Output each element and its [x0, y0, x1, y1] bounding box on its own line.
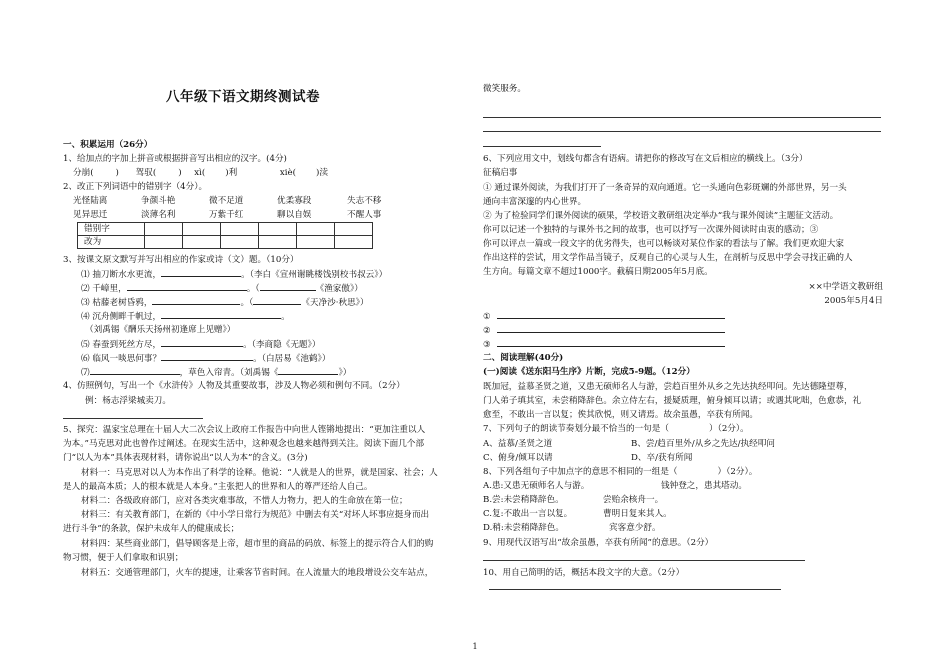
q8-option-d-pair: 宾客意少舒。 — [609, 523, 661, 533]
notice-signer: ××中学语文教研组 — [808, 282, 883, 292]
material-1-line-2: 是人的最高本质；人的根本就是人本身。”主张把人的世界和人的尊严还给人自己。 — [63, 482, 373, 492]
recite-6: ⑹ 临风一啖思何事？ 。（白居易《池鹤》） — [81, 351, 330, 366]
q7-option-d: D、卒/获有所闻 — [631, 453, 693, 463]
notice-line: ① 通过课外阅读，为我们打开了一条奇异的双向通道。它一头通向色彩斑斓的外部世界，另一头 — [483, 183, 847, 193]
question-4-example: 例：杨志浮梁城卖刀。 — [85, 396, 171, 406]
material-1-line-1: 材料一：马克思对以人为本作出了科学的诠释。他说：“人就是人的世界，就是国家、社会；人 — [81, 468, 438, 478]
q7-option-b: B、尝/趋百里外/从乡之先达/执经叩问 — [631, 439, 775, 449]
material-5: 材料五：交通管理部门，火车的提速，让乘客节省时间。在人流量大的地段增设公交车站点， — [81, 568, 434, 578]
notice-line: 作出这样的尝试，用文学作品当镜子，反观自己的心灵与人生，在剖析与反思中学会寻找正确的人 — [483, 253, 853, 263]
answer-line — [483, 117, 881, 118]
question-3: 3、按课文原文默写并写出相应的作家或诗（文）题。（10分） — [63, 255, 299, 265]
question-4: 4、仿照例句，写出一个《水浒传》人物及其重要故事，涉及人物必须和例句不同。（2分） — [63, 381, 405, 391]
recite-1: ⑴ 抽刀断水水更流， 。（李白《宣州谢眺楼饯别校书叔云》） — [81, 267, 387, 282]
exam-title: 八年级下语文期终测试卷 — [166, 89, 320, 105]
passage-line: 既加冠，益慕圣贤之道，又患无硕师名人与游，尝趋百里外从乡之先达执经叩问。先达德隆望尊， — [483, 382, 853, 392]
passage-line: 愈至，不敢出一言以复；俟其欣悦，则又请焉。故余虽愚，卒获有所闻。 — [483, 410, 759, 420]
question-6: 6、下列应用文中，划线句都含有语病。请把你的修改写在文后相应的横线上。（3分） — [483, 154, 808, 164]
question-2: 2、改正下列词语中的错别字（4分）。 — [63, 182, 208, 192]
section-2-heading: 二、阅读理解(40分) — [483, 353, 564, 363]
material-3-line-2: 进行斗争”的条款，保护未成年人的健康成长； — [63, 524, 240, 534]
q8-option-c: C.复:不敢出一言以复。 — [483, 509, 573, 519]
question-7: 7、下列句子的朗读节奏划分最不恰当的一句是（ ）（2分）。 — [483, 424, 749, 434]
answer-line — [483, 146, 601, 147]
question-1-items: 分崩( ) 驾驭( ) xì( )利 xiè( )渎 — [73, 168, 328, 178]
answer-line — [63, 418, 203, 419]
fix-line-3[interactable]: ③ — [483, 337, 725, 352]
correction-table: 错别字 改为 — [77, 222, 373, 249]
notice-title: 征稿启事 — [483, 168, 518, 178]
material-2: 材料二：各级政府部门，应对各类灾难事故，不惜人力物力，把人的生命放在第一位； — [81, 496, 408, 506]
recite-4: ⑷ 沉舟侧畔千帆过， 。 — [81, 309, 290, 324]
answer-line — [489, 589, 781, 590]
fix-line-1[interactable]: ① — [483, 309, 725, 324]
notice-line: 你可以评点一篇或一段文字的优劣得失，也可以畅谈对某位作家的看法与了解。我们更欢迎大家 — [483, 239, 844, 249]
q7-option-c: C、俯身/倾耳以请 — [483, 453, 553, 463]
reading-subheading: (一)阅读《送东阳马生序》片断，完成5-9题。（12分） — [483, 367, 695, 377]
recite-7: ⑺ ，草色入帘青。（刘禹锡《 》） — [81, 365, 351, 380]
answer-line — [483, 560, 805, 561]
notice-line: 通向丰富深邃的内心世界。 — [483, 197, 587, 207]
q8-option-a: A.患:又患无硕师名人与游。 — [483, 481, 590, 491]
notice-line: 你可以记述一个独特的与课外书之间的故事，也可以抒写一次课外阅读时由衷的感动；③ — [483, 225, 819, 235]
material-3-line-1: 材料三：有关教育部门，在新的《中小学日常行为规范》中删去有关“对坏人坏事应挺身而出 — [81, 510, 430, 520]
material-4-line-2: 物习惯，便于人们拿取和识别； — [63, 553, 184, 563]
question-1: 1、给加点的字加上拼音或根据拼音写出相应的汉字。(4分) — [63, 154, 287, 164]
q8-option-d: D.稍:未尝稍降辞色。 — [483, 523, 564, 533]
passage-line: 门人弟子填其室，未尝稍降辞色。余立侍左右，援疑质理，俯身倾耳以请；或遇其叱咄，色愈恭，礼 — [483, 396, 862, 406]
q8-option-b-pair: 尝贻余核舟一。 — [603, 495, 664, 505]
recite-3: ⑶ 枯藤老树昏鸦， 。（ 《天净沙·秋思》） — [81, 295, 369, 310]
question-5-line-2: 为本。”马克思对此也曾作过阐述。在现实生活中，这种观念也越来越得到关注。阅读下面几个部 — [63, 439, 425, 449]
question-9: 9、用现代汉语写出“故余虽愚，卒获有所闻”的意思。（2分） — [483, 538, 714, 548]
q8-option-a-pair: 钱钟登之，患其塔动。 — [661, 481, 747, 491]
notice-line: ② 为了检验同学们课外阅读的硕果，学校语文教研组决定举办“我与课外阅读”主题征文活动。 — [483, 211, 839, 221]
question-5-line-3: 门“以人为本”具体表现材料，请你说出“以人为本”的含义。(3分) — [63, 453, 308, 463]
notice-line: 生方向。每篇文章不超过1000字。截稿日期2005年5月底。 — [483, 267, 713, 277]
page-number: 1 — [472, 642, 478, 651]
recite-4-source: （刘禹锡《酬乐天扬州初逢席上见赠》） — [85, 325, 236, 335]
recite-2: ⑵ 千嶂里， 。（ 《渔家傲》） — [81, 281, 363, 296]
answer-line — [483, 131, 881, 132]
q8-option-b: B.尝:未尝稍降辞色。 — [483, 495, 564, 505]
material-5-continued: 微笑服务。 — [483, 84, 526, 94]
q7-option-a: A、益慕/圣贤之道 — [483, 439, 553, 449]
question-5-line-1: 5、探究：温家宝总理在十届人大二次会议上政府工作报告中向世人铿锵地提出：“更加注重以人 — [63, 425, 426, 435]
q8-option-c-pair: 曹明日复来其人。 — [603, 509, 672, 519]
recite-5: ⑸ 春蚕到死丝方尽， 。（李商隐《无题》） — [81, 337, 320, 352]
question-8: 8、下列各组句子中加点字的意思不相同的一组是（ ）（2分）。 — [483, 467, 758, 477]
question-10: 10、用自己简明的话，概括本段文字的大意。（2分） — [483, 568, 685, 578]
fix-line-2[interactable]: ② — [483, 323, 725, 338]
section-1-heading: 一、积累运用（26分） — [63, 140, 153, 150]
notice-date: 2005年5月4日 — [824, 296, 883, 306]
material-4-line-1: 材料四：某些商业部门，倡导顾客是上帝，超市里的商品的码放、标签上的提示符合人们的购 — [81, 539, 434, 549]
